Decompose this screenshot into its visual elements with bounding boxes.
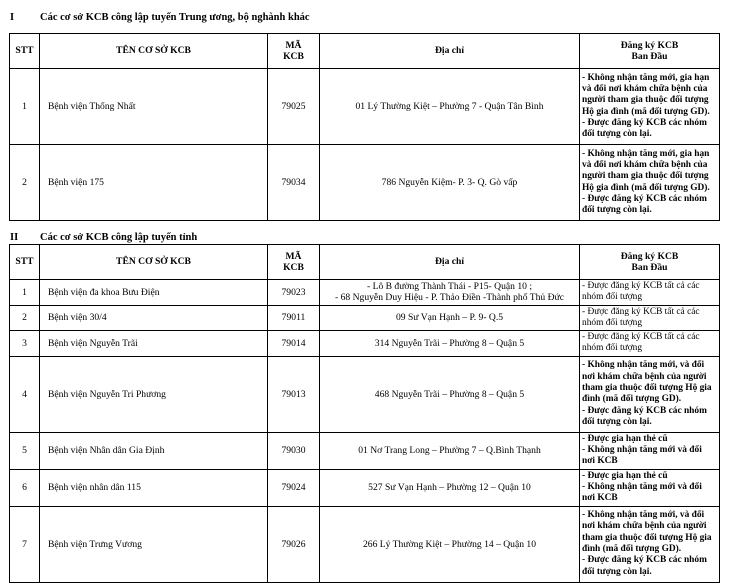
table-header-row xyxy=(10,34,720,69)
section-1-number: I xyxy=(10,12,15,23)
table-header-row xyxy=(10,245,720,280)
row-code: 79034 xyxy=(268,145,320,221)
row-address: - Lô B đường Thành Thái - P15- Quận 10 ; - 68 Nguyễn Duy Hiệu - P. Thảo Điền -Thành phố Thủ Đức xyxy=(320,280,580,306)
row-code: 79014 xyxy=(268,331,320,357)
row-code: 79030 xyxy=(268,432,320,469)
row-name: Bệnh viện Nguyễn Trãi xyxy=(40,331,268,357)
row-name: Bệnh viện 175 xyxy=(40,145,268,221)
row-address: 527 Sư Vạn Hạnh – Phường 12 – Quận 10 xyxy=(320,469,580,506)
row-registration: - Không nhận tăng mới, và đổi nơi khám chữa bệnh của người tham gia thuộc đối tượng Hộ gia đình (mã đối tượng GD). - Được đăng ký KCB các nhóm đối tượng còn lại. xyxy=(580,506,720,582)
row-stt: 1 xyxy=(10,69,40,145)
table-row xyxy=(10,69,720,145)
header-name: TÊN CƠ SỞ KCB xyxy=(40,34,268,69)
row-registration: - Được gia hạn thẻ cũ - Không nhận tăng mới và đổi nơi KCB xyxy=(580,432,720,469)
row-code: 79023 xyxy=(268,280,320,306)
section-2-number: II xyxy=(10,232,19,243)
header-stt: STT xyxy=(10,34,40,69)
table-row xyxy=(10,145,720,221)
row-address: 01 Nơ Trang Long – Phường 7 – Q.Bình Thạnh xyxy=(320,432,580,469)
row-address: 266 Lý Thường Kiệt – Phường 14 – Quận 10 xyxy=(320,506,580,582)
row-code: 79026 xyxy=(268,506,320,582)
header-address: Địa chỉ xyxy=(320,245,580,280)
row-code: 79025 xyxy=(268,69,320,145)
row-name: Bệnh viện 30/4 xyxy=(40,305,268,331)
table-row xyxy=(10,331,720,357)
header-name: TÊN CƠ SỞ KCB xyxy=(40,245,268,280)
row-registration: - Được đăng ký KCB tất cả các nhóm đối tượng xyxy=(580,305,720,331)
row-address: 01 Lý Thường Kiệt – Phường 7 - Quận Tân Bình xyxy=(320,69,580,145)
row-name: Bệnh viện Nhân dân Gia Định xyxy=(40,432,268,469)
row-stt: 5 xyxy=(10,432,40,469)
row-address: 314 Nguyễn Trãi – Phường 8 – Quận 5 xyxy=(320,331,580,357)
table-row xyxy=(10,280,720,306)
row-registration: - Được đăng ký KCB tất cả các nhóm đối tượng xyxy=(580,280,720,306)
row-address: 468 Nguyễn Trãi – Phường 8 – Quận 5 xyxy=(320,356,580,432)
header-address: Địa chỉ xyxy=(320,34,580,69)
table-row xyxy=(10,506,720,582)
row-name: Bệnh viện Trưng Vương xyxy=(40,506,268,582)
row-registration: - Không nhận tăng mới, và đổi nơi khám chữa bệnh của người tham gia thuộc đối tượng Hộ gia đình (mã đối tượng GD). - Được đăng ký KCB các nhóm đối tượng còn lại. xyxy=(580,356,720,432)
row-code: 79013 xyxy=(268,356,320,432)
row-code: 79024 xyxy=(268,469,320,506)
row-registration: - Không nhận tăng mới, gia hạn và đổi nơi khám chữa bệnh của người tham gia thuộc đối tượng Hộ gia đình (mã đối tượng GD). - Được đăng ký KCB các nhóm đối tượng còn lại. xyxy=(580,69,720,145)
row-stt: 2 xyxy=(10,145,40,221)
row-stt: 6 xyxy=(10,469,40,506)
row-address: 786 Nguyễn Kiệm- P. 3- Q. Gò vấp xyxy=(320,145,580,221)
row-stt: 7 xyxy=(10,506,40,582)
header-registration: Đăng ký KCB Ban Đầu xyxy=(580,245,720,280)
provincial-facilities-table xyxy=(9,244,720,583)
table-row xyxy=(10,305,720,331)
table-row xyxy=(10,432,720,469)
row-stt: 2 xyxy=(10,305,40,331)
row-address: 09 Sư Vạn Hạnh – P. 9- Q.5 xyxy=(320,305,580,331)
row-code: 79011 xyxy=(268,305,320,331)
row-name: Bệnh viện đa khoa Bưu Điện xyxy=(40,280,268,306)
row-stt: 4 xyxy=(10,356,40,432)
header-code: MÃ KCB xyxy=(268,34,320,69)
central-facilities-table xyxy=(9,33,720,221)
header-registration: Đăng ký KCB Ban Đầu xyxy=(580,34,720,69)
row-registration: - Được đăng ký KCB tất cả các nhóm đối tượng xyxy=(580,331,720,357)
section-1-heading: Các cơ sở KCB công lập tuyến Trung ương, bộ nghành khác xyxy=(40,12,310,23)
header-stt: STT xyxy=(10,245,40,280)
section-2-heading: Các cơ sở KCB công lập tuyến tỉnh xyxy=(40,232,198,243)
table-row xyxy=(10,469,720,506)
row-name: Bệnh viện Thống Nhất xyxy=(40,69,268,145)
row-name: Bệnh viện nhân dân 115 xyxy=(40,469,268,506)
row-name: Bệnh viện Nguyễn Tri Phương xyxy=(40,356,268,432)
row-registration: - Được gia hạn thẻ cũ - Không nhận tăng mới và đổi nơi KCB xyxy=(580,469,720,506)
table-row xyxy=(10,356,720,432)
row-registration: - Không nhận tăng mới, gia hạn và đổi nơi khám chữa bệnh của người tham gia thuộc đối tượng Hộ gia đình (mã đối tượng GD). - Được đăng ký KCB các nhóm đối tượng còn lại. xyxy=(580,145,720,221)
row-stt: 1 xyxy=(10,280,40,306)
header-code: MÃ KCB xyxy=(268,245,320,280)
row-stt: 3 xyxy=(10,331,40,357)
